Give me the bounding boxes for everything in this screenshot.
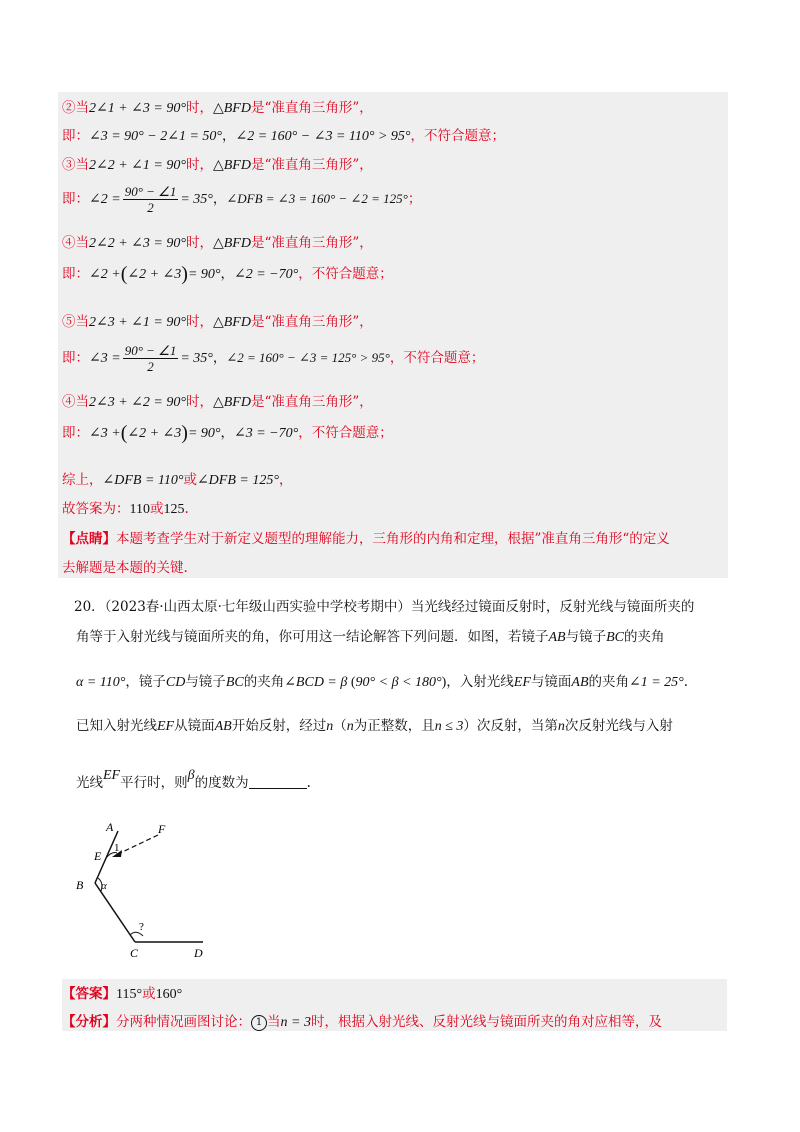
- paren: ): [181, 422, 188, 444]
- math: 2∠3 + ∠1 = 90°: [89, 315, 186, 330]
- summary-line: [62, 471, 292, 490]
- text: 光线: [76, 775, 103, 791]
- text: 综上，: [62, 472, 103, 488]
- text: ，镜子: [125, 674, 166, 690]
- paren: (: [347, 675, 356, 690]
- math: △BFD: [212, 395, 251, 410]
- label-d: D: [194, 946, 203, 960]
- math: ∠2 =: [89, 192, 121, 207]
- text: ，: [222, 128, 236, 144]
- case-3-line: [62, 156, 373, 175]
- answer-value: 160°: [155, 987, 183, 1002]
- text: .: [184, 501, 189, 517]
- text: 是“准直角三角形”，: [250, 157, 373, 173]
- answer-line: [62, 985, 182, 1004]
- question-line-1: [74, 595, 694, 615]
- math: n: [346, 719, 354, 734]
- math: ∠DFB = 110°: [102, 473, 184, 488]
- text: 与镜子: [565, 629, 607, 645]
- case-5-line: [62, 313, 373, 332]
- text: 从镜面: [174, 718, 215, 734]
- text: ）次反射，当第: [463, 718, 558, 734]
- math: 90° < β < 180°: [355, 675, 442, 690]
- comment-line-2: [62, 559, 188, 577]
- math: 110: [129, 502, 150, 517]
- math: ∠DFB = 125°: [196, 473, 279, 488]
- math: AB: [548, 630, 566, 645]
- text: 时，根据入射光线、反射光线与镜面所夹的角对应相等，及: [310, 1014, 662, 1030]
- text: （: [333, 718, 347, 734]
- text: 时，: [185, 394, 213, 410]
- text: 与镜面: [530, 674, 572, 690]
- text: 或: [149, 501, 164, 517]
- label-alpha: α: [101, 880, 107, 892]
- text: ②当: [62, 100, 89, 116]
- fraction: [123, 343, 179, 374]
- denominator: 2: [147, 200, 154, 215]
- math: 2∠2 + ∠3 = 90°: [89, 236, 186, 251]
- math: EF: [513, 675, 531, 690]
- text: ④当: [62, 235, 89, 251]
- text: 是“准直角三角形”，: [250, 314, 373, 330]
- numerator: 90° − ∠1: [124, 184, 177, 199]
- label-c: C: [130, 946, 139, 960]
- fraction: [123, 184, 179, 215]
- text: 分两种情况画图讨论：: [116, 1014, 251, 1030]
- math: n ≤ 3: [434, 719, 464, 734]
- math: α = 110°: [76, 675, 126, 690]
- comment-line-1: [62, 530, 670, 548]
- text: ④当: [62, 394, 89, 410]
- comment-tag: 【点睛】: [62, 531, 116, 547]
- math: ∠2 + ∠3: [127, 426, 182, 441]
- math: = 35°: [180, 351, 213, 366]
- math: n: [557, 719, 565, 734]
- text: 或: [142, 986, 156, 1002]
- text: 去解题是本题的关键.: [62, 560, 188, 576]
- text: ；: [407, 191, 422, 207]
- question-line-2: [76, 625, 665, 646]
- label-e: E: [94, 849, 102, 863]
- text: 开始反射，经过: [231, 718, 327, 734]
- text: ，: [220, 266, 234, 282]
- text: 的夹角: [588, 674, 629, 690]
- math: ∠3 = −70°: [234, 426, 299, 441]
- math: n: [326, 719, 334, 734]
- case-2-line: [62, 99, 373, 118]
- text: 是“准直角三角形”，: [250, 235, 373, 251]
- question-line-4: [76, 714, 673, 735]
- math: ∠2 = 160° − ∠3 = 110° > 95°: [235, 129, 411, 144]
- answer-blank: [249, 776, 307, 789]
- text: 即：: [62, 350, 89, 366]
- text: ，入射光线: [446, 674, 514, 690]
- math: β: [187, 768, 195, 783]
- paren: ): [181, 263, 188, 285]
- text: 的度数为: [194, 775, 249, 791]
- math: BC: [606, 630, 624, 645]
- math: ∠BCD = β: [284, 675, 348, 690]
- answer-value: 115°: [116, 987, 143, 1002]
- math: EF: [103, 768, 121, 783]
- math: △BFD: [212, 101, 251, 116]
- label-b: B: [76, 878, 84, 892]
- text: ⑤当: [62, 314, 89, 330]
- incident-ray: [116, 835, 158, 855]
- text: 本题考查学生对于新定义题型的理解能力，三角形的内角和定理，根据”准直角三角形“的定义: [116, 531, 670, 547]
- math: ∠2 +: [89, 267, 121, 282]
- math: ∠1 = 25°: [629, 675, 684, 690]
- paren: (: [120, 422, 128, 444]
- paren: ): [441, 675, 447, 690]
- label-f: F: [158, 822, 166, 836]
- math: ∠3 +: [89, 426, 121, 441]
- math: 2∠3 + ∠2 = 90°: [89, 395, 186, 410]
- math: AB: [571, 675, 589, 690]
- math: 2∠1 + ∠3 = 90°: [89, 101, 186, 116]
- denominator: 2: [147, 359, 154, 374]
- question-line-5: [76, 768, 311, 791]
- question-line-3: [76, 670, 688, 691]
- text: 与镜子: [185, 674, 226, 690]
- text: 即：: [62, 266, 89, 282]
- text: .: [306, 775, 311, 791]
- text: 当: [267, 1014, 281, 1030]
- text: 是“准直角三角形”，: [250, 394, 373, 410]
- text: 角等于入射光线与镜面所夹的角，你可用这一结论解答下列问题．如图，若镜子: [76, 629, 549, 645]
- mirror-diagram: [70, 815, 220, 960]
- analysis-tag: 【分析】: [62, 1014, 116, 1030]
- label-a: A: [106, 820, 114, 834]
- math: 2∠2 + ∠1 = 90°: [89, 158, 186, 173]
- math: = 90°: [187, 267, 221, 282]
- text: ，不符合题意；: [389, 350, 485, 366]
- text: 20．（2023春·山西太原·七年级山西实验中学校考期中）当光线经过镜面反射时，反射光线与镜面所夹的: [74, 599, 695, 615]
- case-6-result: [62, 424, 393, 443]
- text: ，不符合题意；: [410, 128, 506, 144]
- text: 的夹角: [243, 674, 285, 690]
- analysis-line: [62, 1013, 662, 1032]
- final-answer-line: [62, 500, 189, 519]
- text: 是“准直角三角形”，: [250, 100, 373, 116]
- text: ，不符合题意；: [298, 425, 393, 441]
- case-4-line: [62, 234, 373, 253]
- text: ，: [220, 425, 234, 441]
- math: ∠2 + ∠3: [127, 267, 182, 282]
- text: 时，: [185, 100, 213, 116]
- text: 时，: [185, 235, 213, 251]
- math: AB: [214, 719, 232, 734]
- case-2-result: [62, 127, 505, 146]
- case-4-result: [62, 265, 393, 284]
- case-6-line: [62, 393, 373, 412]
- text: ，: [278, 472, 293, 488]
- math: BC: [225, 675, 244, 690]
- text: .: [683, 674, 689, 690]
- text: 次反射光线与入射: [564, 718, 673, 734]
- case-5-result: [62, 343, 484, 374]
- text: ，: [212, 350, 227, 366]
- math: = 35°: [180, 192, 213, 207]
- text: 平行时，则: [120, 775, 188, 791]
- math: △BFD: [212, 158, 251, 173]
- math: EF: [157, 719, 175, 734]
- math: △BFD: [212, 315, 251, 330]
- math: △BFD: [212, 236, 251, 251]
- text: ③当: [62, 157, 89, 173]
- text: ，不符合题意；: [298, 266, 393, 282]
- math: ∠2 = −70°: [234, 267, 299, 282]
- text: 或: [183, 472, 197, 488]
- case-3-result: [62, 184, 421, 215]
- answer-tag: 【答案】: [62, 986, 116, 1002]
- text: 即：: [62, 128, 89, 144]
- math: CD: [165, 675, 186, 690]
- numerator: 90° − ∠1: [124, 343, 177, 358]
- text: 故答案为：: [62, 501, 130, 517]
- math: ∠3 = 90° − 2∠1 = 50°: [89, 129, 222, 144]
- text: 即：: [62, 191, 89, 207]
- text: ，: [212, 191, 227, 207]
- text: 时，: [185, 157, 213, 173]
- text: 即：: [62, 425, 89, 441]
- math: ∠DFB = ∠3 = 160° − ∠2 = 125°: [226, 191, 408, 206]
- math: 125: [163, 502, 185, 517]
- circled-number: 1: [251, 1015, 267, 1031]
- math: n = 3: [280, 1015, 311, 1030]
- math: = 90°: [187, 426, 221, 441]
- text: 时，: [185, 314, 213, 330]
- math: ∠2 = 160° − ∠3 = 125° > 95°: [226, 350, 390, 365]
- text: 已知入射光线: [76, 718, 157, 734]
- label-question: ?: [139, 921, 144, 933]
- text: 为正整数，且: [353, 718, 435, 734]
- paren: (: [120, 263, 128, 285]
- math: ∠3 =: [89, 351, 121, 366]
- label-angle-1: 1: [114, 842, 120, 854]
- text: 的夹角: [624, 629, 665, 645]
